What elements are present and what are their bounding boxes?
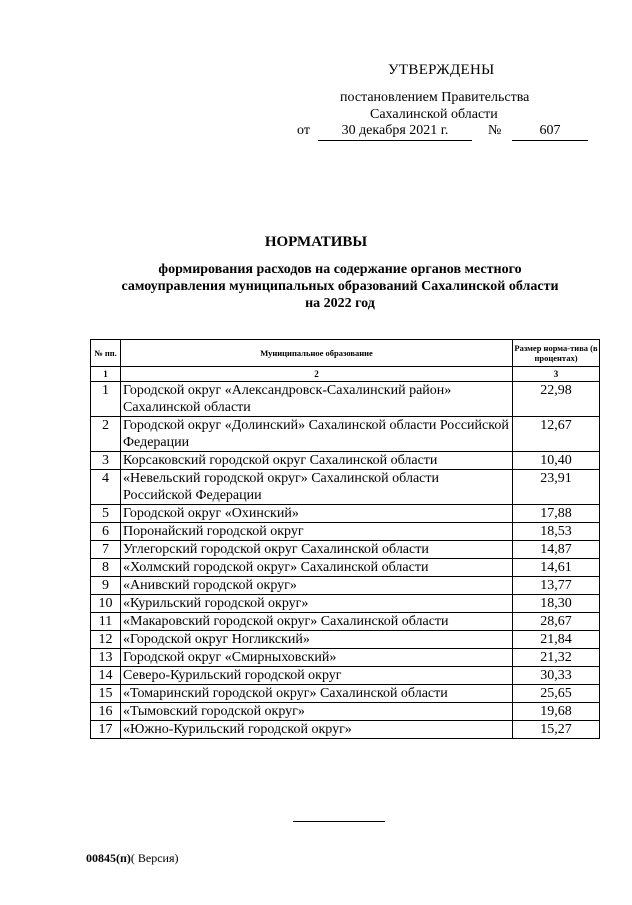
table-row bbox=[91, 595, 600, 613]
table-row bbox=[91, 631, 600, 649]
approval-number: 607 bbox=[512, 123, 588, 141]
column-number: 1 bbox=[91, 367, 121, 382]
row-number: 16 bbox=[91, 703, 121, 721]
row-number: 4 bbox=[91, 470, 121, 505]
row-number: 11 bbox=[91, 613, 121, 631]
row-number: 9 bbox=[91, 577, 121, 595]
row-municipality: «Тымовский городской округ» bbox=[121, 703, 513, 721]
approval-title: УТВЕРЖДЕНЫ bbox=[388, 62, 495, 78]
subtitle-line-1: формирования расходов на содержание органов местного bbox=[158, 262, 522, 277]
row-value: 22,98 bbox=[513, 382, 600, 417]
row-value: 21,32 bbox=[513, 649, 600, 667]
row-value: 21,84 bbox=[513, 631, 600, 649]
header-value: Размер норма-тива (в процентах) bbox=[513, 340, 600, 367]
table-row bbox=[91, 382, 600, 417]
header-name: Муниципальное образование bbox=[121, 340, 513, 367]
row-municipality: «Анивский городской округ» bbox=[121, 577, 513, 595]
row-value: 10,40 bbox=[513, 452, 600, 470]
row-municipality: Поронайский городской округ bbox=[121, 523, 513, 541]
row-number: 1 bbox=[91, 382, 121, 417]
row-number: 10 bbox=[91, 595, 121, 613]
row-municipality: Корсаковский городской округ Сахалинской области bbox=[121, 452, 513, 470]
row-municipality: «Макаровский городской округ» Сахалинской области bbox=[121, 613, 513, 631]
subtitle-line-2: самоуправления муниципальных образований Сахалинской области bbox=[121, 279, 559, 294]
row-municipality: «Томаринский городской округ» Сахалинской области bbox=[121, 685, 513, 703]
row-value: 25,65 bbox=[513, 685, 600, 703]
table-row bbox=[91, 541, 600, 559]
row-municipality: Городской округ «Смирныховский» bbox=[121, 649, 513, 667]
approval-ot: от bbox=[297, 123, 310, 138]
table-row bbox=[91, 577, 600, 595]
row-value: 14,61 bbox=[513, 559, 600, 577]
row-municipality: «Невельский городской округ» Сахалинской области Российской Федерации bbox=[121, 470, 513, 505]
row-number: 6 bbox=[91, 523, 121, 541]
table-row bbox=[91, 452, 600, 470]
row-number: 12 bbox=[91, 631, 121, 649]
row-municipality: «Холмский городской округ» Сахалинской области bbox=[121, 559, 513, 577]
row-number: 5 bbox=[91, 505, 121, 523]
document-heading: НОРМАТИВЫ bbox=[264, 234, 368, 250]
row-number: 15 bbox=[91, 685, 121, 703]
table-header-row bbox=[91, 340, 600, 367]
row-municipality: Городской округ «Долинский» Сахалинской области Российской Федерации bbox=[121, 417, 513, 452]
row-number: 14 bbox=[91, 667, 121, 685]
row-municipality: «Городской округ Ногликский» bbox=[121, 631, 513, 649]
row-value: 18,53 bbox=[513, 523, 600, 541]
table-row bbox=[91, 470, 600, 505]
document-subtitle bbox=[60, 261, 620, 312]
row-municipality: Углегорский городской округ Сахалинской области bbox=[121, 541, 513, 559]
row-number: 3 bbox=[91, 452, 121, 470]
footer-code bbox=[86, 851, 179, 866]
row-number: 7 bbox=[91, 541, 121, 559]
table-row bbox=[91, 703, 600, 721]
approval-date: 30 декабря 2021 г. bbox=[318, 123, 472, 141]
subtitle-line-3: на 2022 год bbox=[305, 296, 375, 311]
table-row bbox=[91, 523, 600, 541]
row-number: 17 bbox=[91, 721, 121, 739]
row-number: 8 bbox=[91, 559, 121, 577]
approval-number-sign: № bbox=[488, 123, 502, 138]
footer-rule bbox=[293, 821, 385, 822]
row-municipality: «Южно-Курильский городской округ» bbox=[121, 721, 513, 739]
header-num: № пп. bbox=[91, 340, 121, 367]
row-municipality: Городской округ «Охинский» bbox=[121, 505, 513, 523]
table-row bbox=[91, 721, 600, 739]
row-value: 23,91 bbox=[513, 470, 600, 505]
row-value: 14,87 bbox=[513, 541, 600, 559]
row-number: 13 bbox=[91, 649, 121, 667]
row-value: 28,67 bbox=[513, 613, 600, 631]
table-row bbox=[91, 417, 600, 452]
table-row bbox=[91, 685, 600, 703]
doc-code: 00845(п) bbox=[86, 851, 131, 865]
row-value: 15,27 bbox=[513, 721, 600, 739]
column-number: 3 bbox=[513, 367, 600, 382]
table-row bbox=[91, 667, 600, 685]
row-value: 13,77 bbox=[513, 577, 600, 595]
table-row bbox=[91, 649, 600, 667]
row-value: 19,68 bbox=[513, 703, 600, 721]
approval-line1: постановлением Правительства bbox=[340, 90, 530, 105]
row-municipality: Северо-Курильский городской округ bbox=[121, 667, 513, 685]
column-numbers-row bbox=[91, 367, 600, 382]
norms-table bbox=[90, 339, 600, 739]
row-value: 12,67 bbox=[513, 417, 600, 452]
row-municipality: Городской округ «Александровск-Сахалинский район» Сахалинской области bbox=[121, 382, 513, 417]
row-municipality: «Курильский городской округ» bbox=[121, 595, 513, 613]
table-row bbox=[91, 559, 600, 577]
approval-line2: Сахалинской области bbox=[370, 107, 498, 122]
row-value: 18,30 bbox=[513, 595, 600, 613]
row-value: 17,88 bbox=[513, 505, 600, 523]
row-number: 2 bbox=[91, 417, 121, 452]
doc-version: ( Версия) bbox=[130, 851, 179, 865]
column-number: 2 bbox=[121, 367, 513, 382]
table-row bbox=[91, 613, 600, 631]
row-value: 30,33 bbox=[513, 667, 600, 685]
table-row bbox=[91, 505, 600, 523]
